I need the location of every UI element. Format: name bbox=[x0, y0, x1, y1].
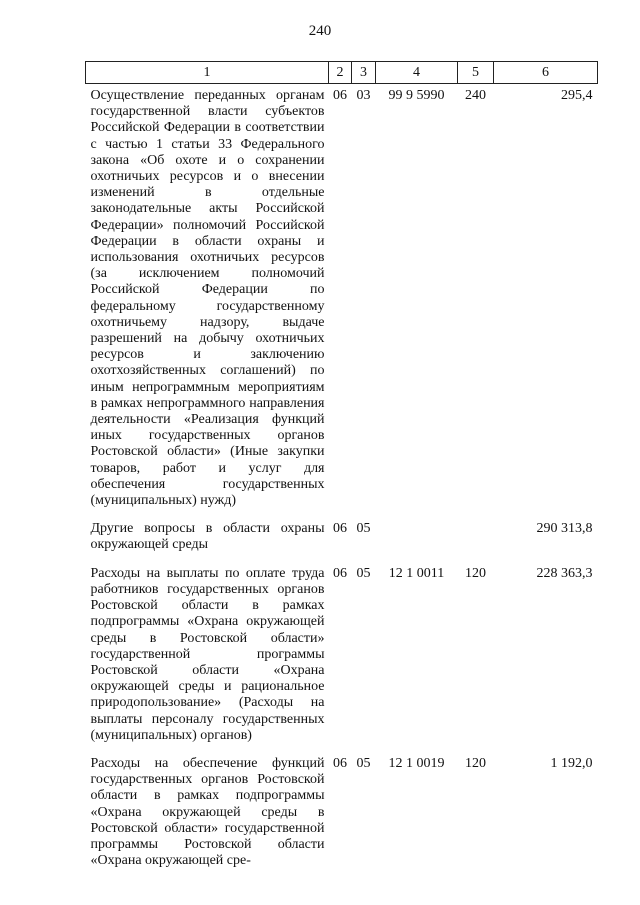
page-number: 240 bbox=[308, 23, 332, 39]
header-col-2: 2 bbox=[329, 62, 352, 84]
row-subsection-code: 05 bbox=[356, 565, 371, 581]
row-target-article: 99 9 5990 bbox=[388, 88, 445, 103]
table-row bbox=[86, 756, 598, 881]
row-description: Другие вопросы в области охраны окружающей среды bbox=[90, 521, 325, 553]
header-col-6: 6 bbox=[494, 62, 598, 84]
row-description: Расходы на выплаты по оплате труда работников государственных органов Ростовской области в рамках подпрограммы «Охрана окружающей среды в Ростовской области» государственной программы Ростовской области «Охрана окружающей среды и рациональное природопользование» (Расходы на выплаты персоналу государственных (муниципальных) органов) bbox=[90, 565, 325, 743]
row-section-code: 06 bbox=[333, 565, 347, 581]
header-row bbox=[86, 62, 598, 84]
row-subsection-code: 03 bbox=[356, 88, 371, 103]
row-target-article: 12 1 0019 bbox=[388, 755, 445, 771]
table-header bbox=[86, 62, 598, 84]
header-col-4: 4 bbox=[376, 62, 458, 84]
row-expense-type: 120 bbox=[465, 565, 486, 581]
row-amount: 290 313,8 bbox=[536, 521, 593, 537]
table-row bbox=[86, 84, 598, 522]
row-amount: 295,4 bbox=[561, 88, 593, 103]
header-col-5: 5 bbox=[458, 62, 494, 84]
row-amount: 1 192,0 bbox=[550, 755, 593, 771]
table-row bbox=[86, 566, 598, 756]
row-description: Осуществление переданных органам государственной власти субъектов Российской Федерации в соответствии с частью 1 статьи 33 Федерального закона «Об охоте и о сохранении охотничьих ресурсов и о внесении изменений в отдельные законодательные акты Российской Федерации» полномочий Российской Федерации в области охраны и использования охотничьих ресурсов (за исключением полномочий Российской Федерации по федеральному государственному охотничьему надзору, выдаче разрешений на добычу охотничьих ресурсов и заключению охотхозяйственных соглашений) по иным непрограммным мероприятиям в рамках непрограммного направления деятельности «Реализация функций иных государственных органов Ростовской области» (Иные закупки товаров, работ и услуг для обеспечения государственных (муниципальных) нужд) bbox=[90, 88, 325, 509]
header-col-1: 1 bbox=[86, 62, 329, 84]
table-body bbox=[86, 84, 598, 882]
table-row bbox=[86, 521, 598, 565]
row-target-article bbox=[376, 521, 458, 565]
row-expense-type bbox=[458, 521, 494, 565]
row-target-article: 12 1 0011 bbox=[388, 565, 445, 581]
budget-table bbox=[85, 61, 598, 881]
row-amount: 228 363,3 bbox=[536, 565, 593, 581]
row-section-code: 06 bbox=[333, 88, 347, 103]
row-expense-type: 120 bbox=[465, 755, 486, 771]
row-section-code: 06 bbox=[333, 521, 347, 537]
header-col-3: 3 bbox=[352, 62, 376, 84]
row-description: Расходы на обеспечение функций государственных органов Ростовской области в рамках подпрограммы «Охрана окружающей среды в Ростовской области» государственной программы Ростовской области «Охрана окружающей сре- bbox=[90, 755, 325, 869]
row-section-code: 06 bbox=[333, 755, 347, 771]
row-subsection-code: 05 bbox=[356, 521, 371, 537]
row-subsection-code: 05 bbox=[356, 755, 371, 771]
row-expense-type: 240 bbox=[465, 88, 486, 103]
